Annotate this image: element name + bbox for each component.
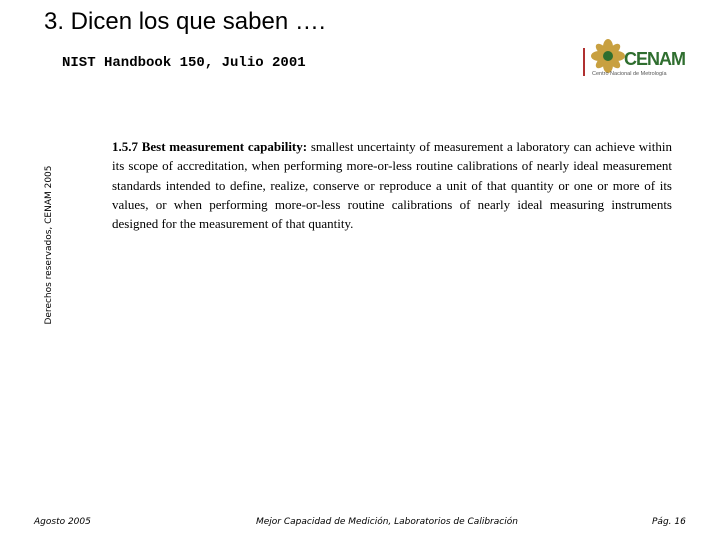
- logo-wordmark: CENAM: [624, 49, 685, 69]
- footer-date: Agosto 2005: [34, 517, 91, 527]
- cenam-flower-logo-icon: [590, 38, 626, 74]
- slide-subtitle: NIST Handbook 150, Julio 2001: [62, 55, 306, 71]
- logo-divider: [583, 48, 585, 76]
- definition-text: smallest uncertainty of measurement a laboratory can achieve within its scope of accreditation, when performing more-or-less routine calibrations of nearly ideal measurement standards intended to define, realize, conserve or reproduce a unit of that quantity or one or more of its values, or when performing more-or-less routine calibrations of nearly ideal measuring instruments designed for the measurement of that quantity.: [112, 139, 672, 232]
- slide-title: 3. Dicen los que saben ….: [44, 8, 326, 35]
- footer-title: Mejor Capacidad de Medición, Laboratorios de Calibración: [256, 517, 518, 527]
- definition-paragraph: [112, 137, 672, 233]
- page-number: Pág. 16: [652, 517, 686, 527]
- logo-caption: Centro Nacional de Metrología: [592, 71, 667, 77]
- copyright-side-text: Derechos reservados, CENAM 2005: [44, 165, 54, 325]
- cenam-logo: [588, 38, 684, 82]
- definition-term: 1.5.7 Best measurement capability:: [112, 139, 308, 154]
